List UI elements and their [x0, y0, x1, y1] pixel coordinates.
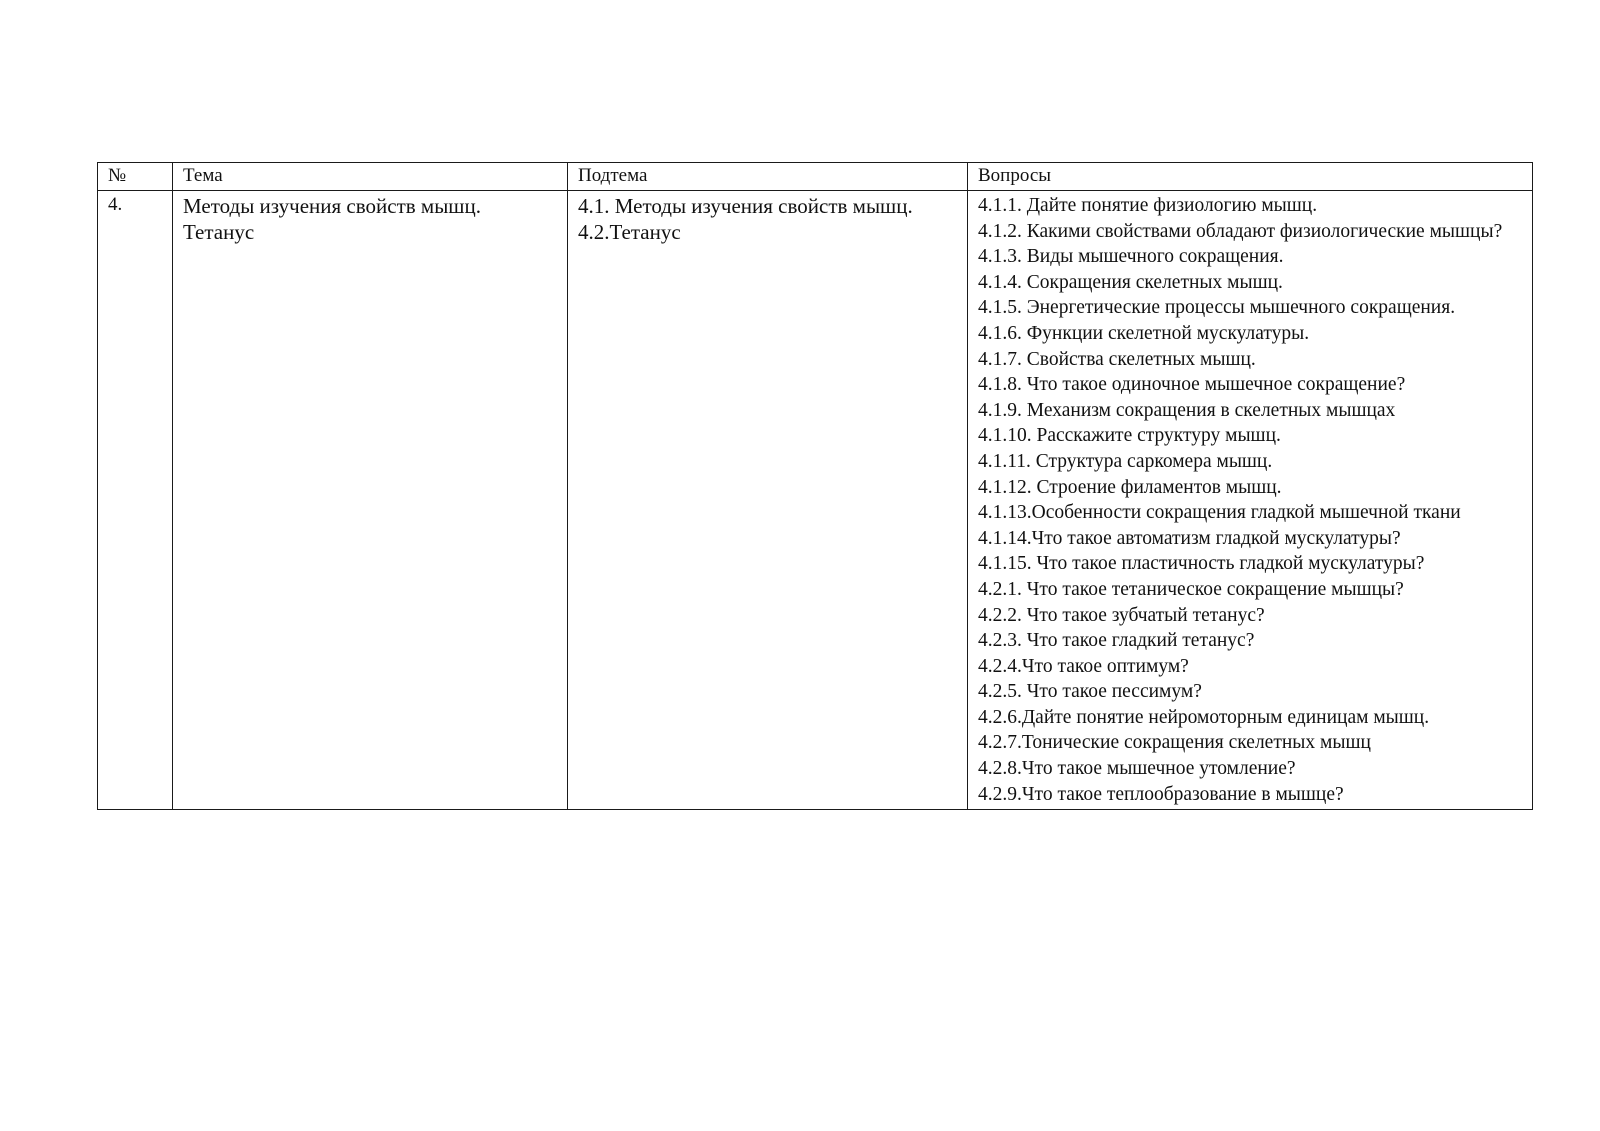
header-topic: Тема — [173, 163, 568, 191]
question-item: 4.1.6. Функции скелетной мускулатуры. — [978, 322, 1310, 344]
question-item: 4.1.13.Особенности сокращения гладкой мышечной ткани — [978, 502, 1461, 524]
questions-list — [978, 193, 1522, 807]
topic-line: Тетанус — [183, 220, 255, 244]
question-item: 4.1.3. Виды мышечного сокращения. — [978, 246, 1284, 268]
topics-table — [97, 162, 1533, 810]
subtopic-cell — [568, 191, 968, 810]
question-item: 4.1.12. Строение филаментов мышц. — [978, 476, 1282, 498]
header-number: № — [98, 163, 173, 191]
question-item: 4.2.8.Что такое мышечное утомление? — [978, 758, 1296, 780]
question-item: 4.1.15. Что такое пластичность гладкой мускулатуры? — [978, 553, 1425, 575]
question-item: 4.1.1. Дайте понятие физиологию мышц. — [978, 195, 1318, 216]
topic-line: Методы изучения свойств мышц. — [183, 194, 481, 218]
question-item: 4.1.8. Что такое одиночное мышечное сокращение? — [978, 374, 1406, 396]
table-row — [98, 191, 1533, 810]
question-item: 4.2.4.Что такое оптимум? — [978, 655, 1189, 677]
question-item: 4.1.2. Какими свойствами обладают физиологические мышцы? — [978, 220, 1503, 242]
subtopic-item: 4.2.Тетанус — [578, 220, 681, 244]
question-item: 4.2.9.Что такое теплообразование в мышце? — [978, 783, 1344, 805]
question-item: 4.1.14.Что такое автоматизм гладкой мускулатуры? — [978, 527, 1401, 549]
questions-cell — [968, 191, 1533, 810]
question-item: 4.2.1. Что такое тетаническое сокращение мышцы? — [978, 578, 1404, 600]
header-subtopic: Подтема — [568, 163, 968, 191]
question-item: 4.1.11. Структура саркомера мышц. — [978, 450, 1273, 472]
topic-cell — [173, 191, 568, 810]
header-questions: Вопросы — [968, 163, 1533, 191]
question-item: 4.2.7.Тонические сокращения скелетных мышц — [978, 732, 1371, 754]
question-item: 4.2.5. Что такое пессимум? — [978, 681, 1202, 703]
question-item: 4.1.4. Сокращения скелетных мышц. — [978, 271, 1283, 293]
subtopic-item: 4.1. Методы изучения свойств мышц. — [578, 194, 913, 218]
question-item: 4.1.7. Свойства скелетных мышц. — [978, 348, 1256, 370]
question-item: 4.1.9. Механизм сокращения в скелетных мышцах — [978, 399, 1396, 421]
row-number: 4. — [108, 194, 123, 215]
row-number-cell — [98, 191, 173, 810]
question-item: 4.2.6.Дайте понятие нейромоторным единицам мышц. — [978, 706, 1430, 728]
question-item: 4.1.5. Энергетические процессы мышечного сокращения. — [978, 297, 1456, 319]
question-item: 4.1.10. Расскажите структуру мышц. — [978, 425, 1281, 447]
question-item: 4.2.3. Что такое гладкий тетанус? — [978, 630, 1255, 652]
table-header-row — [98, 163, 1533, 191]
question-item: 4.2.2. Что такое зубчатый тетанус? — [978, 604, 1265, 626]
